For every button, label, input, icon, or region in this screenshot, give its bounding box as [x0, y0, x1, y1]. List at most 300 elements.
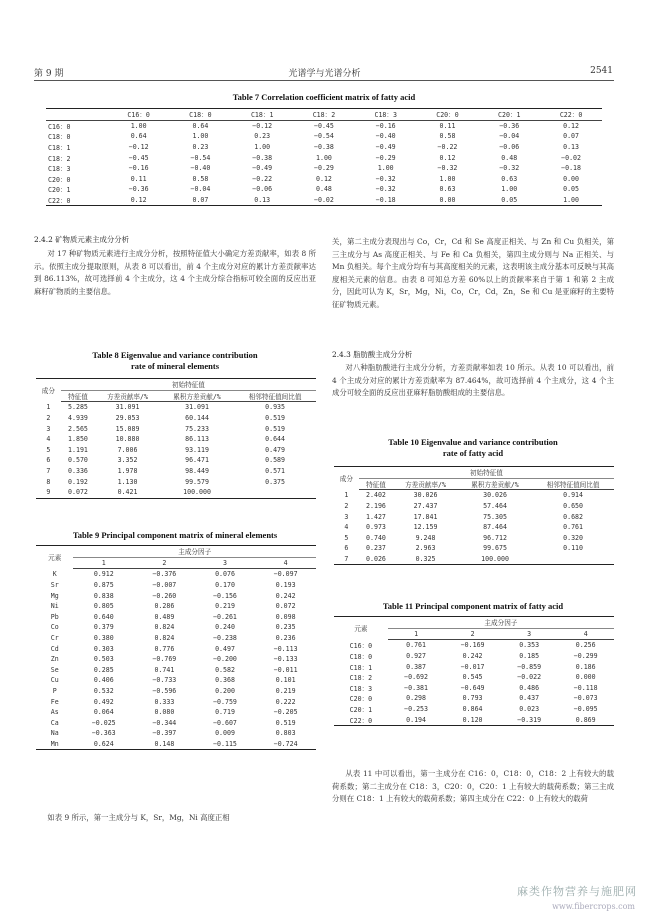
table-cell: −0.299: [573, 652, 598, 661]
section-2-4-2-heading: 2.4.2 矿物质元素主成分分析: [34, 235, 130, 244]
left-para-bottom: [34, 812, 316, 825]
row-label: 3: [46, 424, 51, 433]
table-cell: 0.242: [275, 591, 296, 600]
row-label: Zn: [50, 655, 59, 664]
table-row: [36, 718, 316, 729]
table11-head: [334, 617, 614, 640]
table-cell: −0.607: [213, 718, 237, 727]
table-cell: 0.64: [192, 121, 209, 130]
table9-col-header: 3: [195, 557, 256, 569]
row-label: P: [52, 687, 57, 696]
table-cell: 0.532: [93, 687, 114, 696]
table-cell: 0.368: [215, 676, 235, 685]
table-cell: 2.565: [68, 424, 88, 433]
table-cell: −0.18: [375, 196, 396, 205]
table-row: [334, 511, 614, 522]
table-cell: 0.023: [519, 705, 540, 714]
table-cell: 0.235: [275, 623, 296, 632]
table11-col-header: 2: [444, 628, 501, 640]
table-cell: −0.115: [213, 739, 237, 748]
table8-caption-line2: rate of mineral elements: [130, 361, 220, 371]
table-cell: 1.00: [501, 185, 518, 194]
table-cell: 0.864: [462, 705, 483, 714]
table-cell: 0.13: [254, 196, 271, 205]
row-label: C20：0: [349, 695, 373, 704]
table-row: [36, 728, 316, 739]
table8: [36, 378, 316, 499]
row-label: Mg: [50, 591, 59, 600]
table-cell: −0.49: [252, 164, 273, 173]
table-cell: 0.375: [265, 477, 285, 486]
row-label: Fe: [50, 697, 59, 706]
table-row: [36, 707, 316, 718]
table7-col-header: C16：0: [108, 109, 170, 121]
table-cell: −0.32: [437, 164, 458, 173]
table-cell: 0.222: [275, 697, 296, 706]
table-cell: 1.427: [366, 512, 386, 521]
table-cell: 0.194: [406, 715, 426, 724]
table-cell: 0.519: [275, 718, 296, 727]
table-cell: 0.237: [366, 544, 386, 553]
table11-col-header: 1: [388, 628, 445, 640]
table-cell: 29.053: [115, 414, 140, 423]
row-label: 6: [46, 456, 51, 465]
table-cell: 0.761: [563, 523, 583, 532]
table-cell: −0.073: [573, 694, 598, 703]
table-cell: −0.02: [561, 153, 581, 162]
table-cell: −0.38: [252, 153, 273, 162]
table8-caption-line1: Table 8 Eigenvalue and variance contribution: [92, 350, 258, 360]
table-cell: 0.07: [192, 196, 209, 205]
row-label: C20：0: [48, 175, 71, 184]
table-cell: 0.803: [275, 729, 296, 738]
table-cell: −0.32: [375, 185, 396, 194]
table-cell: 0.200: [215, 687, 235, 696]
table-cell: 60.144: [185, 414, 209, 423]
table-cell: 0.545: [462, 673, 483, 682]
table11-col-header: 4: [557, 628, 614, 640]
table-cell: 0.492: [93, 697, 114, 706]
row-label: 4: [344, 523, 349, 532]
table-cell: 0.503: [93, 655, 114, 664]
row-label: Cu: [50, 676, 59, 685]
table-cell: 0.875: [93, 581, 114, 590]
table-cell: 100.000: [481, 555, 509, 564]
table-cell: −0.007: [152, 581, 177, 590]
row-label: 9: [46, 488, 51, 497]
table-cell: [234, 487, 316, 498]
table-cell: 31.091: [115, 403, 140, 412]
table-cell: 2.963: [415, 544, 436, 553]
table-cell: 99.675: [483, 544, 507, 553]
table11-rowhead: 元素: [354, 625, 368, 634]
table11-body: [334, 640, 614, 726]
table-row: [334, 640, 614, 651]
table-cell: 0.12: [439, 153, 456, 162]
table-cell: 0.914: [563, 491, 583, 500]
table-cell: −0.16: [128, 164, 149, 173]
table-row: [334, 661, 614, 672]
table9-head: [36, 546, 316, 569]
table-cell: 0.072: [275, 602, 296, 611]
table-cell: −0.02: [314, 196, 334, 205]
table-cell: 0.741: [154, 665, 175, 674]
table8-caption: [34, 350, 316, 372]
table-cell: −0.36: [128, 185, 149, 194]
table-cell: 57.464: [483, 502, 507, 511]
row-label: 1: [344, 491, 349, 500]
table-cell: −0.097: [273, 570, 298, 579]
table-cell: 75.305: [483, 512, 507, 521]
table-cell: −0.22: [437, 143, 458, 152]
table-cell: 17.841: [413, 512, 438, 521]
table-cell: 30.026: [483, 491, 507, 500]
table-row: [46, 152, 602, 163]
table-cell: 10.880: [115, 435, 140, 444]
table-cell: −0.16: [375, 121, 396, 130]
table10-col-header: 特征值: [359, 478, 393, 490]
table-row: [334, 651, 614, 662]
table-cell: −0.363: [91, 729, 116, 738]
table-cell: 96.712: [483, 533, 507, 542]
table-cell: 100.000: [183, 488, 211, 497]
table10-header-row: [334, 478, 614, 490]
table-row: [36, 654, 316, 665]
row-label: C18：2: [349, 674, 373, 683]
table-row: [36, 696, 316, 707]
row-label: Ni: [50, 602, 59, 611]
table-cell: 5.285: [68, 403, 88, 412]
table-cell: −0.261: [213, 612, 237, 621]
table-row: [334, 704, 614, 715]
table-cell: 0.00: [439, 196, 456, 205]
table-row: [46, 195, 602, 206]
table-cell: 75.233: [185, 424, 209, 433]
table-cell: 0.406: [93, 676, 114, 685]
table-cell: 0.437: [519, 694, 540, 703]
table-row: [36, 665, 316, 676]
table9: [36, 545, 316, 750]
table-cell: 3.352: [117, 456, 138, 465]
table-row: [334, 543, 614, 554]
table-row: [36, 580, 316, 591]
table-cell: 0.519: [265, 414, 285, 423]
table-cell: 99.579: [185, 477, 209, 486]
row-label: 2: [344, 502, 349, 511]
table-row: [46, 184, 602, 195]
table9-rowhead: 元素: [48, 554, 62, 563]
table-cell: 0.236: [275, 634, 296, 643]
table-cell: 0.761: [406, 641, 426, 650]
table-cell: −0.29: [314, 164, 334, 173]
table-cell: 1.191: [68, 445, 88, 454]
table8-head: [36, 379, 316, 402]
table8-col-header: 方差贡献率/%: [95, 390, 160, 402]
row-label: 7: [344, 555, 349, 564]
row-label: 7: [46, 467, 51, 476]
table-row: [36, 445, 316, 456]
row-label: As: [50, 708, 59, 717]
table-cell: −0.169: [460, 641, 485, 650]
row-label: 5: [46, 445, 51, 454]
table-cell: −0.025: [91, 718, 116, 727]
table8-col-header: 特征值: [61, 390, 95, 402]
row-label: 5: [344, 533, 349, 542]
table-cell: 0.486: [519, 683, 540, 692]
table-row: [46, 131, 602, 142]
table8-col-header: 相邻特征值间比值: [234, 390, 316, 402]
table-cell: −0.319: [517, 715, 542, 724]
table10-head: [334, 467, 614, 490]
table8-body: [36, 402, 316, 498]
table9-col-header: 2: [134, 557, 195, 569]
table-cell: 0.05: [563, 185, 579, 194]
table-cell: 30.026: [413, 491, 438, 500]
row-label: C20：1: [349, 706, 373, 715]
table-cell: −0.344: [152, 718, 177, 727]
row-label: C22：0: [48, 197, 71, 206]
table-cell: −0.36: [499, 121, 520, 130]
table-cell: 0.026: [366, 555, 386, 564]
table-cell: 0.098: [275, 612, 296, 621]
table9-group-row: [36, 546, 316, 558]
table10-group-header: 初始特征值: [469, 469, 503, 478]
table-cell: −0.32: [375, 174, 396, 183]
table-cell: 9.248: [415, 533, 436, 542]
table-cell: 0.570: [68, 456, 88, 465]
table-row: [36, 423, 316, 434]
row-label: 1: [46, 403, 51, 412]
table-cell: −0.22: [252, 174, 273, 183]
row-label: Se: [50, 665, 59, 674]
table-cell: −0.205: [273, 708, 298, 717]
table-cell: 0.353: [519, 641, 540, 650]
table-cell: 1.00: [316, 153, 332, 162]
table-row: [334, 533, 614, 544]
table-cell: 0.63: [501, 174, 518, 183]
table-cell: 0.185: [519, 652, 540, 661]
table-cell: 0.682: [563, 512, 583, 521]
table-row: [36, 622, 316, 633]
table11-caption: Table 11 Principal component matrix of fatty acid: [382, 601, 564, 611]
row-label: Cr: [50, 634, 59, 643]
table-row: [334, 672, 614, 683]
table-row: [334, 693, 614, 704]
table-cell: 0.303: [93, 644, 114, 653]
table-row: [334, 522, 614, 533]
table-cell: 0.242: [462, 652, 483, 661]
table-cell: 0.48: [501, 153, 518, 162]
table-cell: −0.45: [128, 153, 149, 162]
row-label: Mn: [50, 739, 59, 748]
table-cell: −0.54: [314, 132, 334, 141]
table-cell: 0.320: [563, 533, 583, 542]
table7-col-header: C20：0: [417, 109, 479, 121]
table-row: [36, 643, 316, 654]
table10-col-header: 方差贡献率/%: [393, 478, 458, 490]
table-row: [36, 601, 316, 612]
table-cell: 4.939: [68, 414, 88, 423]
table-cell: 0.256: [575, 641, 596, 650]
table-cell: 0.336: [68, 467, 88, 476]
table-cell: −0.724: [273, 739, 298, 748]
table7-col-header: C18：2: [293, 109, 355, 121]
table-row: [36, 455, 316, 466]
row-label: C22：0: [349, 716, 373, 725]
table-cell: 0.869: [575, 715, 596, 724]
table-cell: 0.11: [130, 174, 147, 183]
table11-group-row: [334, 617, 614, 629]
right-para-bottom: [332, 768, 614, 806]
table-cell: −0.04: [190, 185, 211, 194]
table-cell: 1.00: [192, 132, 209, 141]
table7-col-header: C18：1: [231, 109, 293, 121]
table-row: [334, 554, 614, 565]
table-cell: 1.00: [377, 164, 394, 173]
table11: [334, 616, 614, 726]
table-cell: −0.095: [573, 705, 598, 714]
table-cell: 0.240: [215, 623, 235, 632]
table-row: [334, 683, 614, 694]
table-cell: 0.387: [406, 662, 426, 671]
table11-group-header: 主成分因子: [484, 619, 518, 628]
table-cell: 0.219: [215, 602, 235, 611]
table-cell: 0.325: [415, 555, 436, 564]
table9-group-header: 主成分因子: [178, 548, 212, 557]
row-label: C18：1: [349, 663, 373, 672]
table-cell: 0.624: [93, 739, 114, 748]
table-cell: 0.824: [154, 623, 175, 632]
table-cell: 0.935: [265, 403, 285, 412]
row-label: C20：1: [48, 186, 71, 195]
table-cell: 1.00: [130, 121, 147, 130]
table-cell: −0.45: [314, 121, 334, 130]
table-row: [36, 487, 316, 498]
table-cell: 0.589: [265, 456, 285, 465]
row-label: C16：0: [349, 642, 373, 651]
table-cell: 0.000: [575, 673, 596, 682]
table9-caption: Table 9 Principal component matrix of mineral elements: [72, 530, 278, 540]
right-para-bottom-text: 从表 11 中可以看出，第一主成分在 C16：0，C18：0，C18：2 上有较大的载荷系数；第二主成分在 C18：3，C20：0，C20：1 上有较大的载荷系数；第三主成分则在 C18：1 上有较大的载荷系数；第四主成分在 C22：0 上有较大的载荷: [332, 769, 614, 804]
table8-group-row: [36, 379, 316, 391]
table7-body: [46, 120, 602, 206]
table-cell: −0.156: [213, 591, 237, 600]
table-cell: 0.298: [406, 694, 426, 703]
table-row: [36, 476, 316, 487]
table-cell: −0.06: [499, 143, 520, 152]
table-cell: 0.719: [215, 708, 235, 717]
table-cell: 0.640: [93, 612, 114, 621]
table-cell: 0.776: [154, 644, 175, 653]
table-cell: 2.402: [366, 491, 386, 500]
watermark-url: www.fibercrops.com: [552, 902, 635, 911]
table-cell: −0.376: [152, 570, 177, 579]
section-2-4-3-heading: 2.4.3 脂肪酸主成分分析: [332, 350, 413, 359]
table-cell: 0.110: [563, 544, 583, 553]
table-cell: [532, 554, 614, 565]
table7-col-header: C20：1: [478, 109, 540, 121]
table-cell: 0.973: [366, 523, 386, 532]
table8-col-header: 累积方差贡献/%: [160, 390, 234, 402]
right-para-1: [332, 236, 614, 312]
table-cell: 96.471: [185, 456, 209, 465]
table10-caption-line1: Table 10 Eigenvalue and variance contribution: [388, 437, 558, 447]
row-label: Na: [50, 729, 59, 738]
table-cell: −0.40: [375, 132, 396, 141]
row-label: 8: [46, 477, 51, 486]
row-label: Ca: [50, 718, 59, 727]
table-cell: −0.011: [273, 665, 298, 674]
table-cell: 98.449: [185, 467, 209, 476]
table-cell: −0.017: [460, 662, 485, 671]
table7-col-header: [46, 109, 108, 121]
table-cell: 0.05: [501, 196, 518, 205]
table-cell: −0.649: [460, 683, 485, 692]
row-label: 3: [344, 512, 349, 521]
table-cell: 0.11: [439, 121, 456, 130]
table-row: [46, 142, 602, 153]
table-cell: 1.130: [117, 477, 138, 486]
table-cell: 0.192: [68, 477, 88, 486]
table-row: [46, 163, 602, 174]
table10-col-header: 累积方差贡献/%: [458, 478, 532, 490]
table-cell: 27.437: [413, 502, 438, 511]
table-cell: 0.009: [215, 729, 235, 738]
table-row: [36, 402, 316, 413]
table-cell: −0.253: [404, 705, 428, 714]
table-cell: −0.04: [499, 132, 520, 141]
table8-group-header: 初始特征值: [171, 381, 205, 390]
table-cell: 0.48: [316, 185, 332, 194]
right-para-1-text: 关，第二主成分表现出与 Co，Cr，Cd 和 Se 高度正相关、与 Zn 和 Cu 负相关，第三主成分与 As 高度正相关、与 Fe 和 Ca 负相关，第四主成分则与 Na 正相关、与 Mn 负相关。每个主成分均有与其高度相关的元素，这表明该主成分基本可反映与其高度相关元素的信息。由表 8 可知总方差 60%以上的贡献率来自于第 1 和第 2 主成分，因此可认为 K，Sr，Mg，Ni，Co，Cr，Cd，Zn，Se 和 Cu 是亚麻籽的主要特征矿物质元素。: [332, 237, 614, 309]
table-cell: 0.00: [563, 174, 579, 183]
table-row: [334, 501, 614, 512]
left-para-bottom-text: 如表 9 所示，第一主成分与 K，Sr，Mg，Ni 高度正相: [47, 813, 230, 822]
table-cell: −0.06: [252, 185, 273, 194]
issue-number: 第 9 期: [34, 69, 64, 79]
table-cell: 0.380: [93, 634, 114, 643]
row-label: C18：1: [48, 144, 71, 153]
table-cell: −0.40: [190, 164, 211, 173]
row-label: C18：2: [48, 154, 71, 163]
table-cell: 15.089: [115, 424, 140, 433]
table-cell: 0.912: [93, 570, 114, 579]
table-cell: −0.38: [314, 143, 334, 152]
table-cell: 0.644: [265, 435, 285, 444]
left-para-1-text: 对 17 种矿物质元素进行主成分分析，按照特征值大小确定方差贡献率，如表 8 所示。依照主成分提取原则，从表 8 可以看出，前 4 个主成分对应的累计方差贡献率达到 86.113%，故可选择前 4 个主成分，这 4 个主成分综合指标可较全面的反应出亚麻籽矿物质的主要信息。: [34, 249, 316, 296]
table-cell: 0.120: [462, 715, 483, 724]
table-row: [36, 413, 316, 424]
table-cell: 0.497: [215, 644, 235, 653]
table7-header-row: [46, 109, 602, 121]
table11-col-header: 3: [501, 628, 558, 640]
table7-caption: Table 7 Correlation coefficient matrix of fatty acid: [232, 92, 416, 102]
table-cell: 0.285: [93, 665, 114, 674]
table-cell: −0.133: [273, 655, 298, 664]
table-cell: 0.101: [275, 676, 296, 685]
table7-head: [46, 109, 602, 121]
table-cell: 7.006: [117, 445, 138, 454]
table8-rowhead: 成分: [41, 387, 55, 396]
table-row: [334, 490, 614, 501]
table-cell: 12.159: [413, 523, 438, 532]
watermark-title: 麻类作物营养与施肥网: [517, 885, 637, 898]
table-cell: 0.479: [265, 445, 285, 454]
table-cell: 0.64: [130, 132, 147, 141]
table-cell: −0.769: [152, 655, 177, 664]
table-cell: 0.193: [275, 581, 296, 590]
table-cell: 0.072: [68, 488, 88, 497]
